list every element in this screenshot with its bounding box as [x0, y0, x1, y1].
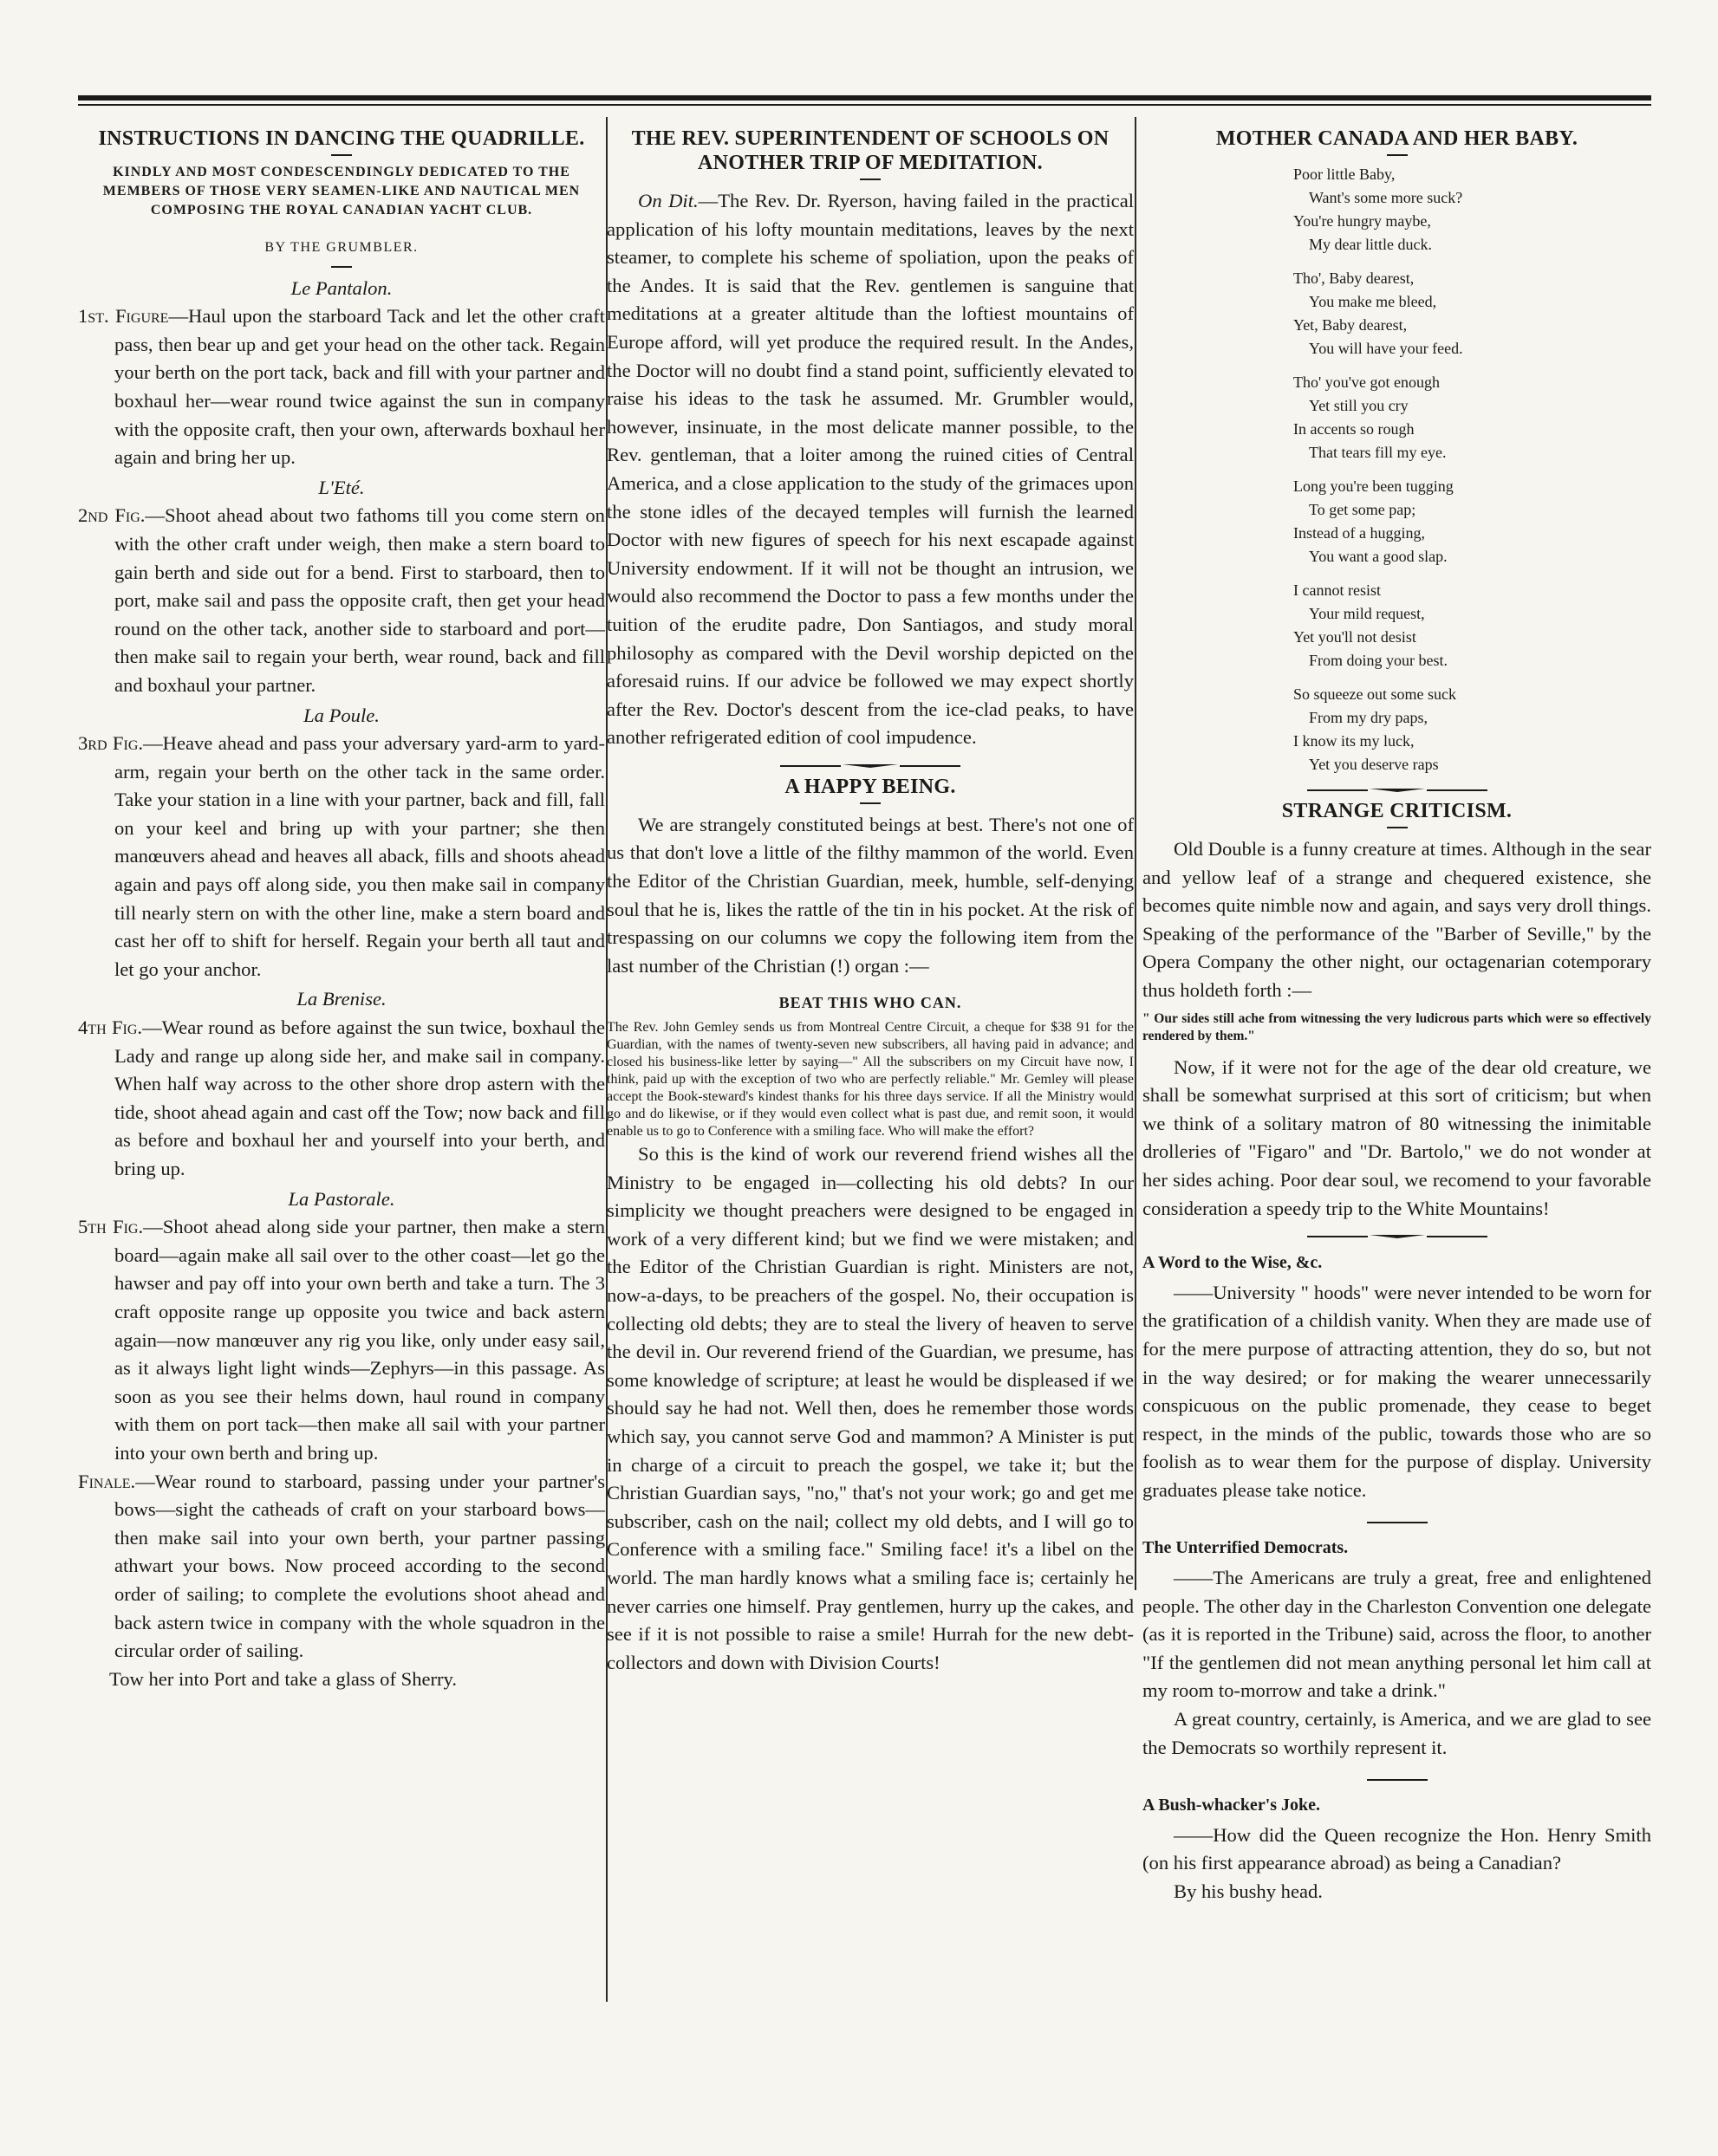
figure-name: La Pastorale.	[288, 1187, 395, 1210]
poem-line: Your mild request,	[1309, 605, 1425, 622]
quoted-text: " Our sides still ache from witnessing the very ludicrous parts which were so effectively rendered by them."	[1142, 1010, 1651, 1043]
item-heading: A Word to the Wise, &c.	[1142, 1253, 1323, 1273]
article-title-strange-criticism: STRANGE CRITICISM.	[1281, 800, 1513, 822]
figure-paragraph: 2nd Fig.—Shoot ahead about two fathoms till you come stern on with the other craft under weigh, then make a stern board to gain berth and side out for a bend. First to starboard, then to port, make sail and pass the opposite craft, then get your head round on the other tack, another side to starboard and port—then make sail to regain your berth, wear round, back and fill and boxhaul your partner.	[78, 504, 605, 696]
poem-line: You make me bleed,	[1309, 293, 1437, 310]
poem-line: You will have your feed.	[1309, 340, 1463, 357]
poem-line: Yet you'll not desist	[1293, 628, 1416, 646]
dedication: KINDLY AND MOST CONDESCENDINGLY DEDICATED TO THE MEMBERS OF THOSE VERY SEAMEN-LIKE AND NAUTICAL MEN COMPOSING THE ROYAL CANADIAN YACHT CLUB.	[102, 165, 581, 218]
item-heading: A Bush-whacker's Joke.	[1142, 1796, 1321, 1815]
ondit-paragraph: On Dit.—The Rev. Dr. Ryerson, having failed in the practical application of his lofty mountain meditations, leaves by the next steamer, to complete his scheme of spoliation, upon the peaks of the Andes. It is said that the Rev. gentlemen is sanguine that meditations at a greater altitude than the loftiest mountains of Europe afford, will yet produce the required result. In the Andes, the Doctor will no doubt find a stand point, sufficiently elevated to raise his ideas to the task he assumed. Mr. Grumbler would, however, insinuate, in the most delicate manner possible, to the Rev. gentleman, that a loiter among the ruined cities of Central America, and a close application to the study of the grimaces upon the stone idles of the decayed temples will furnish the learned Doctor with new figures of speech for his next escapade against University endowment. If it will not be thought an intrusion, we would also recommend the Doctor to pass a few months under the tuition of the erudite padre, Don Santiagos, and study moral philosophy as compared with the Devil worship depicted on the aforesaid ruins. If our advice be followed we may expect shortly after the Rev. Doctor's descent from the ice-clad peaks, to have another refrigerated edition of cool impudence.	[607, 190, 1135, 749]
poem-stanza	[1293, 371, 1651, 464]
poem-line: From my dry paps,	[1309, 709, 1428, 726]
finale-paragraph: Finale.—Wear round to starboard, passing under your partner's bows—sight the catheads of craft on your starboard bows—then make sail into your own berth, your partner passing athwart your bows. Now proceed according to the second order of sailing; to complete the evolutions shoot ahead and back astern twice in company with the whole squadron in the circular order of sailing.	[78, 1470, 605, 1662]
item-paragraph: ——University " hoods" were never intended to be worn for the gratification of a childish vanity. When they are made use of for the mere purpose of attracting attention, they do so, but not in the way desired; or for making the wearer unnecessarily conspicuous on the public promenade, they cease to beget respect, in the minds of the public, towards those who are so foolish as to wear them for the purpose of display. University graduates please take notice.	[1142, 1281, 1651, 1501]
column-divider	[1135, 117, 1136, 1590]
poem-line: Instead of a hugging,	[1293, 524, 1425, 542]
poem-line: That tears fill my eye.	[1309, 444, 1447, 461]
poem-line: Yet, Baby dearest,	[1293, 316, 1408, 334]
title-dash	[331, 154, 352, 156]
figure-paragraph: 1st. Figure—Haul upon the starboard Tack and let the other craft pass, then bear up and get your head on the other tack. Regain your berth on the port tack, back and fill with your partner and boxhaul her—wear round twice against the sun in company with the opposite craft, then your own, afterwards boxhaul her again and bring her up.	[78, 305, 606, 469]
poem-line: Tho', Baby dearest,	[1293, 270, 1415, 287]
poem-stanza	[1293, 683, 1651, 776]
item-answer: By his bushy head.	[1174, 1880, 1323, 1902]
byline: BY THE GRUMBLER.	[264, 240, 419, 255]
title-dash	[1387, 154, 1408, 156]
title-dash	[860, 179, 881, 180]
poem	[1293, 163, 1651, 776]
finale-closing-line: Tow her into Port and take a glass of Sherry.	[109, 1667, 458, 1690]
quoted-item-text: The Rev. John Gemley sends us from Montreal Centre Circuit, a cheque for $38 91 for the Guardian, with the names of twenty-seven new subscribers, all having paid in advance; and closed his business-like letter by saying—" All the subscribers on my Circuit have now, I think, paid up with the exception of two who are perfectly reliable." Mr. Gemley will please accept the Book-steward's kindest thanks for his three days service. If all the Ministry would go and do likewise, or if they would even collect what is past due, and remit soon, it would enable us to go to Conference with a smiling face. Who will make the effort?	[607, 1020, 1134, 1140]
poem-stanza	[1293, 163, 1651, 257]
item-separator	[1142, 1779, 1651, 1781]
article-title-mother-canada: MOTHER CANADA AND HER BABY.	[1215, 127, 1578, 150]
poem-line: Poor little Baby,	[1293, 166, 1396, 183]
top-rule-thin	[78, 104, 1651, 106]
figure-paragraph: 5th Fig.—Shoot ahead along side your partner, then make a stern board—again make all sail over to the other coast—let go the hawser and pay off into your own berth and take a turn. The 3 craft opposite range up opposite you twice and back astern again—now manœuver any rig you like, only under easy sail, as it always light light winds—Zephyrs—in this passage. As soon as you see their helms down, haul round in company with them on port tack—then make all sail with your partner into your own berth and bring up.	[78, 1216, 606, 1464]
article-title-quadrille: INSTRUCTIONS IN DANCING THE QUADRILLE.	[98, 127, 585, 150]
poem-line: To get some pap;	[1309, 501, 1416, 518]
item-paragraph: ——The Americans are truly a great, free and enlightened people. The other day in the Charleston Convention one delegate (as it is reported in the Tribune) said, across the floor, to another "If the gentlemen did not mean anything personal let him call at my room to-morrow and take a drink."	[1142, 1567, 1651, 1702]
item-heading: The Unterrified Democrats.	[1142, 1538, 1349, 1558]
poem-stanza	[1293, 579, 1651, 672]
poem-line: You're hungry maybe,	[1293, 212, 1431, 230]
figure-name: Le Pantalon.	[290, 276, 393, 299]
section-separator	[607, 764, 1134, 768]
item-paragraph: ——How did the Queen recognize the Hon. Henry Smith (on his first appearance abroad) as being a Canadian?	[1142, 1823, 1651, 1874]
section-separator	[1142, 1235, 1651, 1238]
poem-line: Long you're been tugging	[1293, 477, 1454, 495]
item-separator	[1142, 1522, 1651, 1523]
figure-paragraph: 3rd Fig.—Heave ahead and pass your adversary yard-arm to yard-arm, regain your berth on the other tack in the same order. Take your station in a line with your partner, back and fill, fall on your keel and bring up with your partner; she then manœuvers ahead and heaves all aback, fills and shoots ahead again and pays off along side, you then make sail in company till nearly stern on with the other line, make a stern board and cast her off to shift for herself. Regain your berth all taut and let go your anchor.	[78, 732, 605, 980]
article-paragraph: Old Double is a funny creature at times. Although in the sear and yellow leaf of a strange and chequered existence, she becomes quite nimble now and again, and says very droll things. Speaking of the performance of the "Barber of Seville," by the Opera Company the other night, our octagenarian cotemporary thus holdeth forth :—	[1142, 838, 1651, 1001]
poem-stanza	[1293, 475, 1651, 568]
quoted-item-title: BEAT THIS WHO CAN.	[778, 994, 962, 1012]
poem-stanza	[1293, 267, 1651, 360]
section-separator	[1142, 789, 1651, 792]
figure-name: L'Eté.	[318, 476, 365, 498]
poem-line: I know its my luck,	[1293, 732, 1415, 750]
article-paragraph: So this is the kind of work our reverend friend wishes all the Ministry to be engaged in—collecting his old debts? In our simplicity we thought preachers were designed to be engaged in work of a very different kind; but we find we were mistaken; and the Editor of the Christian Guardian is right. Ministers are not, now-a-days, to be preachers of the gospel. No, their occupation is collecting old debts; they are to steal the livery of heaven to serve the devil in. Our reverend friend of the Guardian, we presume, has some knowledge of scripture; at least he would be displeased if we should say he had not. Well then, does he remember those words which say, you cannot serve God and mammon? A Minister is put in charge of a circuit to preach the gospel, we take it; but the Christian Guardian says, "no," that's not your work; go and get me subscriber, cash on the nail; collect my old debts, and I will go to Conference with a smiling face." Smiling face! it's a libel on the world. The man hardly knows what a smiling face is; certainly he never carries one himself. Pray gentlemen, hurry up the cakes, and see if it is not possible to raise a smile! Hurrah for the new debt-collectors and down with Division Courts!	[607, 1143, 1134, 1673]
poem-line: You want a good slap.	[1309, 548, 1448, 565]
figure-name: La Poule.	[303, 704, 380, 726]
figure-paragraph: 4th Fig.—Wear round as before against the sun twice, boxhaul the Lady and range up along side her, and make sail in company. When half way across to the other shore drop astern with the tide, shoot ahead again and cast off the Tow; now back and fill as before and boxhaul her and yourself into your berth, and bring up.	[78, 1016, 605, 1179]
byline-dash	[331, 266, 352, 268]
poem-line: From doing your best.	[1309, 652, 1448, 669]
article-title-superintendent: THE REV. SUPERINTENDENT OF SCHOOLS ON ANOTHER TRIP OF MEDITATION.	[631, 127, 1110, 174]
poem-line: So squeeze out some suck	[1293, 685, 1456, 703]
column-mother-canada	[1142, 120, 1651, 1906]
poem-line: Want's some more suck?	[1309, 189, 1463, 206]
poem-line: Tho' you've got enough	[1293, 373, 1440, 391]
poem-line: In accents so rough	[1293, 420, 1415, 438]
top-rule	[78, 95, 1651, 101]
column-quadrille	[78, 120, 605, 1693]
title-dash	[860, 802, 881, 804]
poem-line: I cannot resist	[1293, 581, 1381, 599]
poem-line: My dear little duck.	[1309, 236, 1432, 253]
poem-line: Yet you deserve raps	[1309, 756, 1439, 773]
title-dash	[1387, 827, 1408, 828]
article-paragraph: We are strangely constituted beings at best. There's not one of us that don't love a little of the filthy mammon of the world. Even the Editor of the Christian Guardian, meek, humble, self-denying soul that he is, likes the rattle of the tin in his pocket. At the risk of trespassing on our columns we copy the following item from the last number of the Christian (!) organ :—	[607, 813, 1134, 977]
article-paragraph: Now, if it were not for the age of the dear old creature, we shall be somewhat surprised at this sort of criticism; but when we think of a solitary matron of 80 witnessing the inimitable drolleries of "Figaro" and "Dr. Bartolo," we do not wonder at her sides aching. Poor dear soul, we recomend to your favorable consideration a speedy trip to the White Mountains!	[1142, 1055, 1651, 1219]
column-superintendent	[607, 120, 1134, 1677]
article-title-happy-being: A HAPPY BEING.	[784, 775, 956, 798]
poem-line: Yet still you cry	[1309, 397, 1409, 414]
item-paragraph: A great country, certainly, is America, and we are glad to see the Democrats so worthily represent it.	[1142, 1708, 1651, 1758]
figure-name: La Brenise.	[296, 988, 387, 1010]
